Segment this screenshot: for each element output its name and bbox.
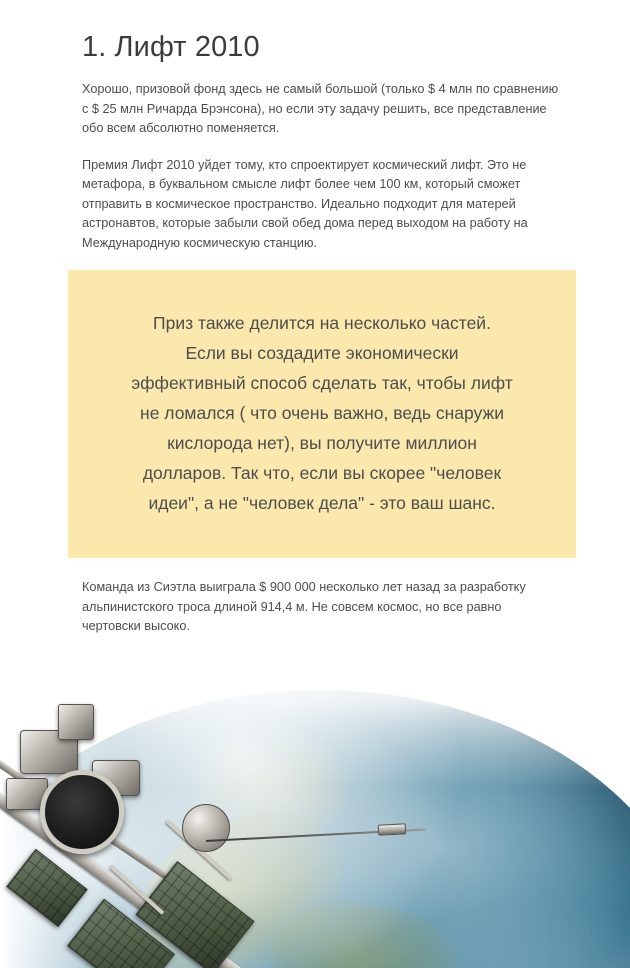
pull-quote-line: не ломался ( что очень важно, ведь снаружи (140, 403, 504, 423)
article-paragraph-2: Премия Лифт 2010 уйдет тому, кто спроектирует космический лифт. Это не метафора, в буквальном смысле лифт более чем 100 км, который сможет отправить в космическое пространство. Идеально подходит для матерей астронавтов, которые забыли свой обед дома перед выходом на работу на Международную космическую станцию. (82, 157, 528, 250)
station-module (58, 704, 94, 740)
antenna-dish-icon (40, 770, 124, 854)
article-paragraph-1: Хорошо, призовой фонд здесь не самый большой (только $ 4 млн по сравнению с $ 25 млн Ричарда Брэнсона), но если эту задачу решить, все представление обо всем абсолютно поменяется. (82, 82, 559, 135)
page-title: 1. Лифт 2010 (82, 31, 260, 63)
pull-quote-line: Если вы создадите экономически (185, 343, 459, 363)
space-station (6, 688, 346, 968)
elevator-payload (378, 823, 407, 835)
pull-quote-line: Приз также делится на несколько частей. (153, 313, 491, 333)
pull-quote-line: долларов. Так что, если вы скорее "человек (142, 463, 502, 483)
docking-sphere (182, 804, 230, 852)
space-elevator-illustration (0, 668, 630, 968)
pull-quote-line: идеи", а не "человек дела" - это ваш шанс. (148, 493, 496, 513)
pull-quote-line: эффективный способ сделать так, чтобы лифт (131, 373, 513, 393)
pull-quote (68, 270, 576, 558)
article-closing-paragraph: Команда из Сиэтла выиграла $ 900 000 несколько лет назад за разработку альпинистского троса длиной 914,4 м. Не совсем космос, но все равно чертовски высоко. (82, 580, 526, 633)
pull-quote-line: кислорода нет), вы получите миллион (167, 433, 477, 453)
